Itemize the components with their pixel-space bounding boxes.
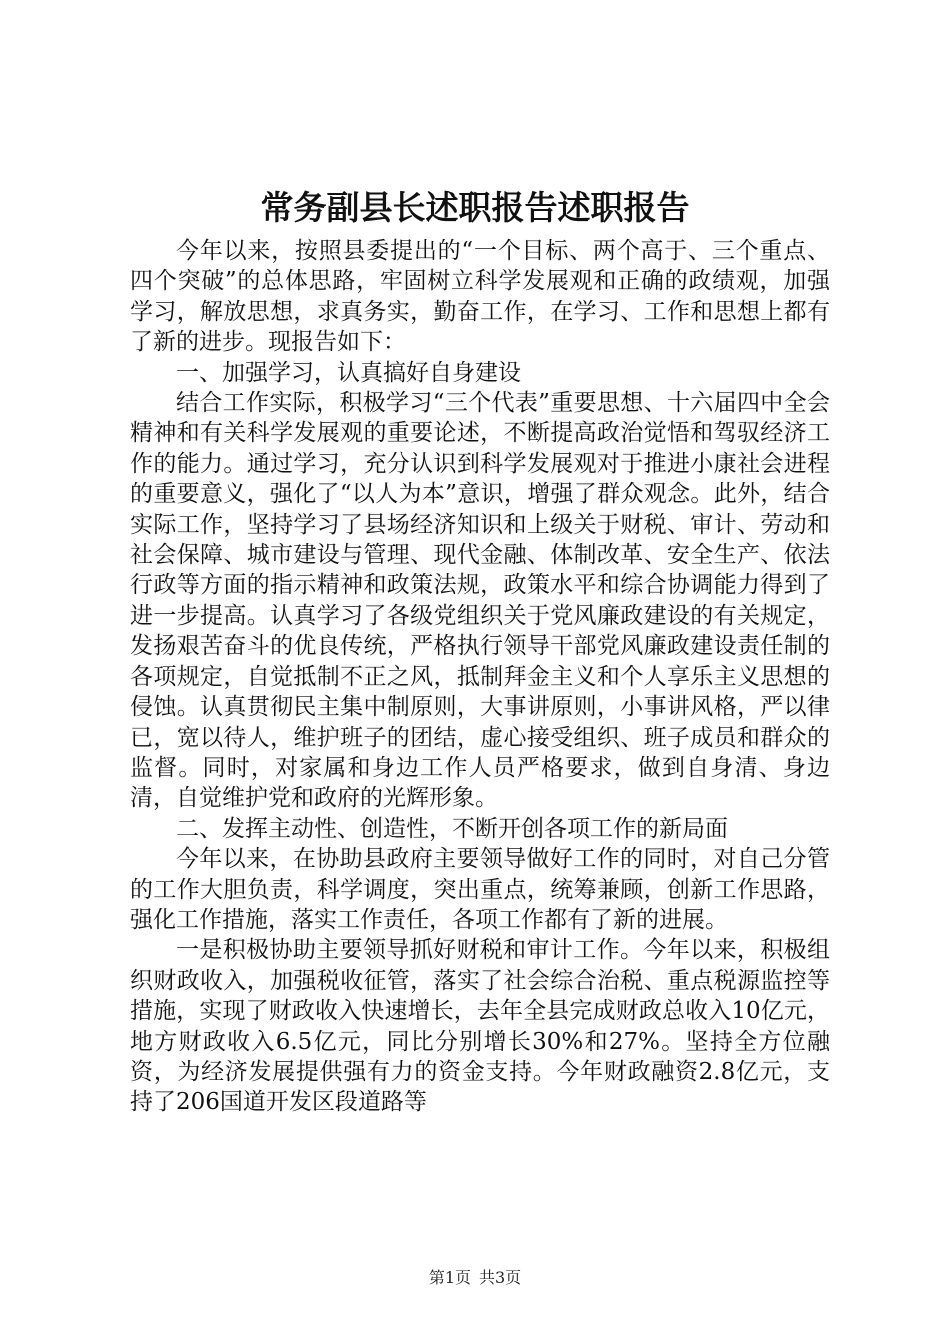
paragraph-work-overview: 今年以来，在协助县政府主要领导做好工作的同时，对自己分管的工作大胆负责，科学调度，突出重点，统筹兼顾，创新工作思路，强化工作措施，落实工作责任，各项工作都有了新的进展。 — [130, 846, 830, 933]
paragraph-finance: 一是积极协助主要领导抓好财税和审计工作。今年以来，积极组织财政收入，加强税收征管，落实了社会综合治税、重点税源监控等措施，实现了财政收入快速增长，去年全县完成财政总收入10亿元，地方财政收入6.5亿元，同比分别增长30%和27%。坚持全方位融资，为经济发展提供强有力的资金支持。今年财政融资2.8亿元，支持了206国道开发区段道路等 — [130, 937, 830, 1116]
document-body — [130, 236, 830, 1118]
page-total: 共3页 — [479, 1268, 522, 1287]
page-number: 第1页 — [428, 1268, 471, 1287]
section-heading-2: 二、发挥主动性、创造性，不断开创各项工作的新局面 — [176, 815, 728, 842]
section-heading-1: 一、加强学习，认真搞好自身建设 — [176, 359, 521, 386]
page-footer — [0, 1265, 950, 1288]
paragraph-intro: 今年以来，按照县委提出的“一个目标、两个高于、三个重点、四个突破”的总体思路，牢固树立科学发展观和正确的政绩观，加强学习，解放思想，求真务实，勤奋工作，在学习、工作和思想上都有了新的进步。现报告如下： — [130, 238, 830, 356]
document-title: 常务副县长述职报告述职报告 — [260, 188, 690, 227]
paragraph-study: 结合工作实际，积极学习“三个代表”重要思想、十六届四中全会精神和有关科学发展观的重要论述，不断提高政治觉悟和驾驭经济工作的能力。通过学习，充分认识到科学发展观对于推进小康社会进程的重要意义，强化了“以人为本”意识，增强了群众观念。此外，结合实际工作，坚持学习了县场经济知识和上级关于财税、审计、劳动和社会保障、城市建设与管理、现代金融、体制改革、安全生产、依法行政等方面的指示精神和政策法规，政策水平和综合协调能力得到了进一步提高。认真学习了各级党组织关于党风廉政建设的有关规定，发扬艰苦奋斗的优良传统，严格执行领导干部党风廉政建设责任制的各项规定，自觉抵制不正之风，抵制拜金主义和个人享乐主义思想的侵蚀。认真贯彻民主集中制原则，大事讲原则，小事讲风格，严以律已，宽以待人，维护班子的团结，虚心接受组织、班子成员和群众的监督。同时，对家属和身边工作人员严格要求，做到自身清、身边清，自觉维护党和政府的光辉形象。 — [130, 390, 830, 812]
